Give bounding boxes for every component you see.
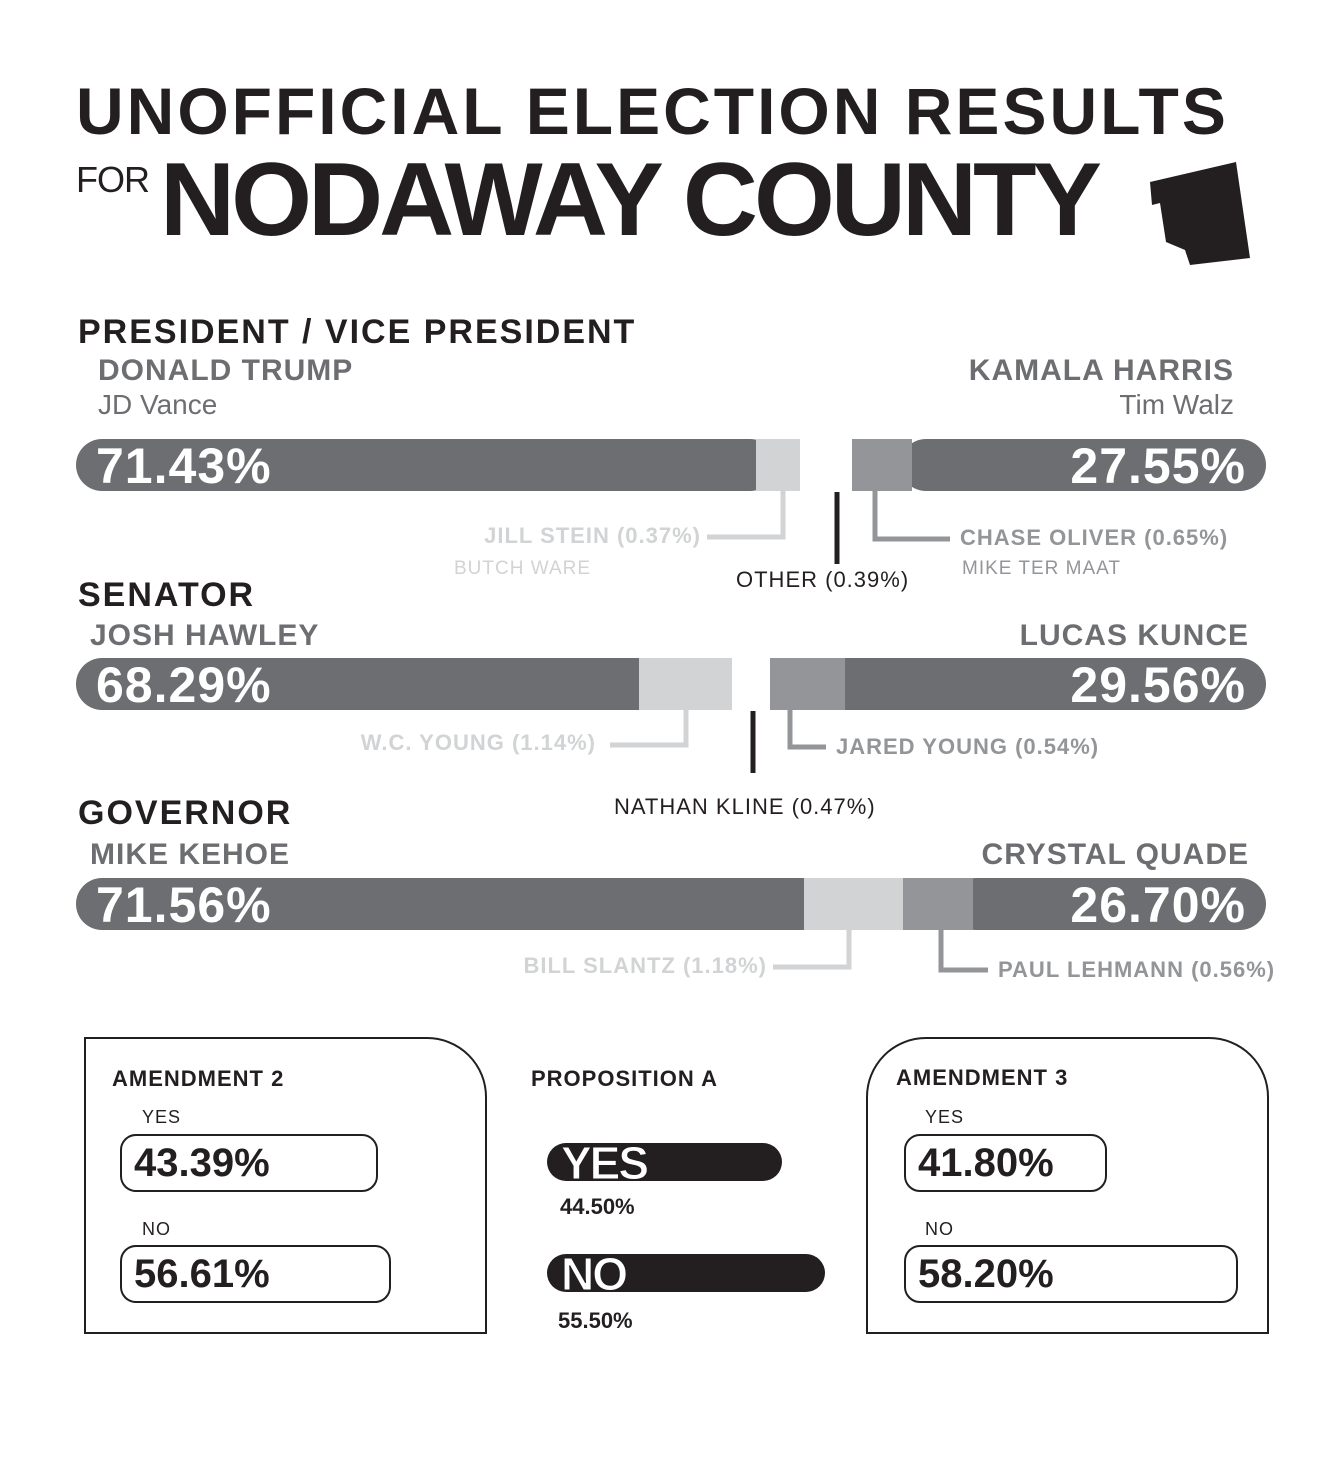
leader-wcyoung	[610, 710, 686, 745]
title-county: NODAWAY COUNTY	[160, 142, 1098, 258]
propositionA-yes-bar	[547, 1143, 782, 1181]
governor-heading: GOVERNOR	[78, 794, 293, 832]
kunce-name: LUCAS KUNCE	[1019, 619, 1249, 652]
quade-name: CRYSTAL QUADE	[981, 838, 1249, 871]
lehmann-label: PAUL LEHMANN (0.56%)	[998, 957, 1276, 982]
trump-pct: 71.43%	[96, 438, 272, 494]
harris-name: KAMALA HARRIS	[968, 354, 1234, 387]
propositionA-title: PROPOSITION A	[531, 1066, 718, 1091]
quade-pct: 26.70%	[1070, 877, 1246, 933]
kunce-pct: 29.56%	[1070, 657, 1246, 713]
propositionA-yes-word: YES	[561, 1143, 648, 1181]
bar-oliver	[852, 439, 912, 491]
propositionA-no-bar	[547, 1254, 825, 1292]
oliver-label: CHASE OLIVER (0.65%)	[960, 525, 1229, 550]
kehoe-name: MIKE KEHOE	[90, 838, 291, 871]
amendment2-no-value: 56.61%	[120, 1245, 391, 1303]
bar-stein	[756, 439, 800, 491]
amendment3-no-value: 58.20%	[904, 1245, 1238, 1303]
propositionA-yes-pct: 44.50%	[560, 1194, 635, 1219]
bar-jaredyoung	[770, 658, 845, 710]
propositionA-no-pct: 55.50%	[558, 1308, 633, 1333]
leader-jaredyoung	[790, 710, 826, 747]
termaat-label: MIKE TER MAAT	[962, 558, 1122, 579]
amendment3-title: AMENDMENT 3	[896, 1065, 1069, 1090]
kehoe-pct: 71.56%	[96, 877, 272, 933]
walz-name: Tim Walz	[1119, 389, 1234, 420]
amendment3-yes-label: YES	[925, 1107, 965, 1127]
leader-lehmann	[941, 930, 988, 970]
amendment2-yes-label: YES	[142, 1107, 182, 1127]
bar-lehmann	[903, 878, 973, 930]
jaredyoung-label: JARED YOUNG (0.54%)	[836, 734, 1100, 759]
trump-name: DONALD TRUMP	[98, 354, 354, 387]
leader-stein	[707, 491, 783, 537]
amendment2-title: AMENDMENT 2	[112, 1066, 285, 1091]
amendment2-no-label: NO	[142, 1219, 171, 1239]
president-heading: PRESIDENT / VICE PRESIDENT	[78, 313, 637, 351]
hawley-name: JOSH HAWLEY	[90, 619, 320, 652]
amendment3-no-label: NO	[925, 1219, 954, 1239]
ware-label: BUTCH WARE	[454, 558, 592, 579]
county-map-icon	[1150, 162, 1250, 265]
title-line1: UNOFFICIAL ELECTION RESULTS	[76, 74, 1229, 148]
hawley-pct: 68.29%	[96, 657, 272, 713]
kline-label: NATHAN KLINE (0.47%)	[614, 794, 876, 819]
wcyoung-label: W.C. YOUNG (1.14%)	[360, 730, 596, 755]
stein-label: JILL STEIN (0.37%)	[484, 523, 701, 548]
harris-pct: 27.55%	[1070, 438, 1246, 494]
leader-slantz	[773, 930, 849, 967]
slantz-label: BILL SLANTZ (1.18%)	[523, 953, 767, 978]
leader-oliver	[875, 491, 950, 539]
amendment2-yes-value: 43.39%	[120, 1134, 378, 1192]
propositionA-no-word: NO	[561, 1254, 626, 1292]
title-for: FOR	[76, 159, 149, 200]
bar-wcyoung	[639, 658, 732, 710]
bar-slantz	[804, 878, 904, 930]
amendment3-yes-value: 41.80%	[904, 1134, 1107, 1192]
vance-name: JD Vance	[98, 389, 218, 420]
senator-heading: SENATOR	[78, 576, 256, 614]
other-label: OTHER (0.39%)	[736, 567, 910, 592]
